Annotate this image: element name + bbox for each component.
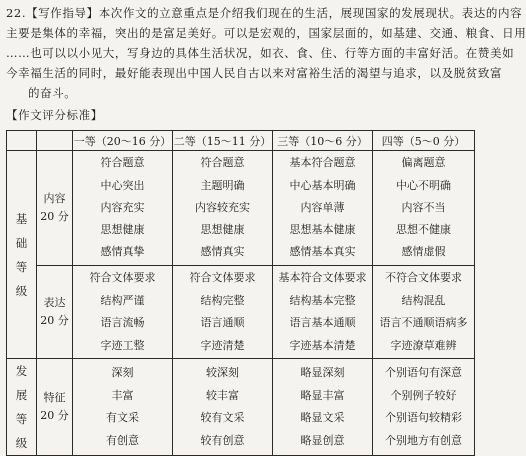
criterion: 语言通顺	[200, 316, 245, 329]
prompt-line: 22.【写作指导】本次作文的立意重点是介绍我们现在的生活，展现国家的发展现状。表达的内容	[6, 6, 523, 20]
criterion: 较丰富	[206, 388, 239, 402]
criterion: 符合文体要求	[89, 271, 156, 284]
corner-cell	[37, 131, 73, 151]
criterion: 略显深刻	[300, 366, 345, 379]
criterion: 较有文采	[200, 411, 245, 424]
prompt-line: 今幸福生活的同时，最好能表现出中国人民自古以来对富裕生活的渴望与追求，以及脱贫致富	[6, 66, 503, 80]
criterion: 符合题意	[100, 156, 145, 170]
criterion: 基本符合题意	[289, 156, 356, 170]
criterion: 中心不明确	[396, 178, 451, 192]
grade-cell	[373, 151, 475, 266]
table-header-row	[7, 131, 475, 151]
criterion: 深刻	[111, 366, 134, 379]
grade-header: 三等（10～6 分）	[273, 131, 373, 151]
sub-label: 特征	[43, 391, 66, 404]
criterion: 结构混乱	[401, 293, 446, 307]
sub-points: 20 分	[40, 314, 69, 327]
grade-header: 二等（15～11 分）	[173, 131, 273, 151]
grade-cell	[73, 266, 173, 359]
criterion: 语言流畅	[100, 316, 145, 329]
prompt-line: 的奋斗。	[28, 86, 77, 100]
sub-label: 内容	[43, 192, 66, 205]
criterion: 有创意	[106, 433, 139, 447]
grade-cell	[373, 359, 475, 456]
grade-cell	[73, 359, 173, 456]
criterion: 略显创意	[300, 433, 345, 447]
criterion: 个别例子较好	[390, 388, 457, 402]
sub-label: 表达	[43, 296, 66, 309]
criterion: 中心突出	[100, 178, 145, 192]
criterion: 符合文体要求	[189, 271, 256, 284]
criterion: 略显丰富	[300, 388, 345, 402]
grade-cell	[273, 359, 373, 456]
criterion: 字迹清楚	[200, 338, 245, 352]
criterion: 思想健康	[200, 223, 245, 237]
basic-level-label	[7, 151, 37, 359]
grade-header: 一等（20～16 分）	[73, 131, 173, 151]
label-char: 等	[15, 259, 28, 274]
criterion: 个别语句有深意	[385, 366, 462, 379]
criterion: 有文采	[106, 411, 139, 424]
criterion: 语言基本通顺	[289, 316, 356, 329]
grade-cell	[373, 266, 475, 359]
criterion: 结构基本完整	[289, 293, 356, 307]
label-char: 基	[15, 211, 28, 226]
expression-label	[37, 266, 73, 359]
criterion: 主题明确	[200, 178, 245, 192]
label-char: 发	[15, 364, 28, 378]
criterion: 内容充实	[100, 200, 145, 214]
sub-points: 20 分	[40, 409, 69, 422]
criterion: 略显文采	[300, 411, 345, 424]
grade-cell	[273, 266, 373, 359]
label-char: 等	[15, 412, 28, 426]
table-row	[7, 151, 475, 266]
grade-cell	[73, 151, 173, 266]
criterion: 内容较充实	[195, 200, 250, 214]
prompt-paragraph	[6, 3, 526, 103]
criterion: 思想不健康	[396, 223, 451, 237]
criterion: 感情基本真实	[289, 245, 356, 259]
criterion: 个别语句较精彩	[385, 411, 462, 424]
features-label	[37, 359, 73, 456]
criterion: 丰富	[111, 388, 134, 402]
prompt-line: ……也可以以小见大，写身边的具体生活状况，如衣、食、住、行等方面的丰富好活。在赞美如	[6, 46, 515, 60]
content-label	[37, 151, 73, 266]
label-char: 级	[15, 436, 28, 450]
criterion: 语言不通顺语病多	[379, 316, 468, 329]
label-char: 级	[15, 283, 28, 298]
label-char: 础	[15, 235, 28, 250]
rubric-table	[6, 130, 475, 456]
grade-header: 四等（5～0 分）	[373, 131, 475, 151]
criterion: 结构严谨	[100, 293, 145, 307]
criterion: 不符合文体要求	[385, 271, 462, 284]
criterion: 基本符合文体要求	[278, 271, 367, 284]
criterion: 感情真实	[200, 245, 245, 259]
criterion: 感情真挚	[100, 245, 145, 259]
rubric-title: 【作文评分标准】	[6, 108, 103, 122]
criterion: 思想基本健康	[289, 223, 356, 237]
criterion: 字迹基本清楚	[289, 338, 356, 352]
criterion: 个别地方有创意	[385, 433, 462, 447]
criterion: 中心基本明确	[289, 178, 356, 192]
grade-cell	[173, 151, 273, 266]
criterion: 较深刻	[206, 366, 239, 379]
sub-points: 20 分	[40, 210, 69, 223]
table-row	[7, 359, 475, 456]
corner-cell	[7, 131, 37, 151]
criterion: 感情虚假	[401, 245, 446, 259]
criterion: 符合题意	[200, 156, 245, 170]
grade-cell	[273, 151, 373, 266]
criterion: 字迹工整	[100, 338, 145, 352]
grade-cell	[173, 359, 273, 456]
criterion: 内容不当	[401, 200, 446, 214]
criterion: 字迹潦草难辨	[390, 338, 457, 352]
criterion: 思想健康	[100, 223, 145, 237]
criterion: 较有创意	[200, 433, 245, 447]
prompt-line: 主要是集体的幸福，突出的是富足美好。可以是宏观的，国家层面的，如基建、交通、粮食、日用	[6, 26, 526, 40]
criterion: 内容单薄	[300, 200, 345, 214]
table-row	[7, 266, 475, 359]
criterion: 结构完整	[200, 293, 245, 307]
criterion: 偏离题意	[401, 156, 446, 170]
grade-cell	[173, 266, 273, 359]
label-char: 展	[15, 388, 28, 402]
development-level-label	[7, 359, 37, 456]
